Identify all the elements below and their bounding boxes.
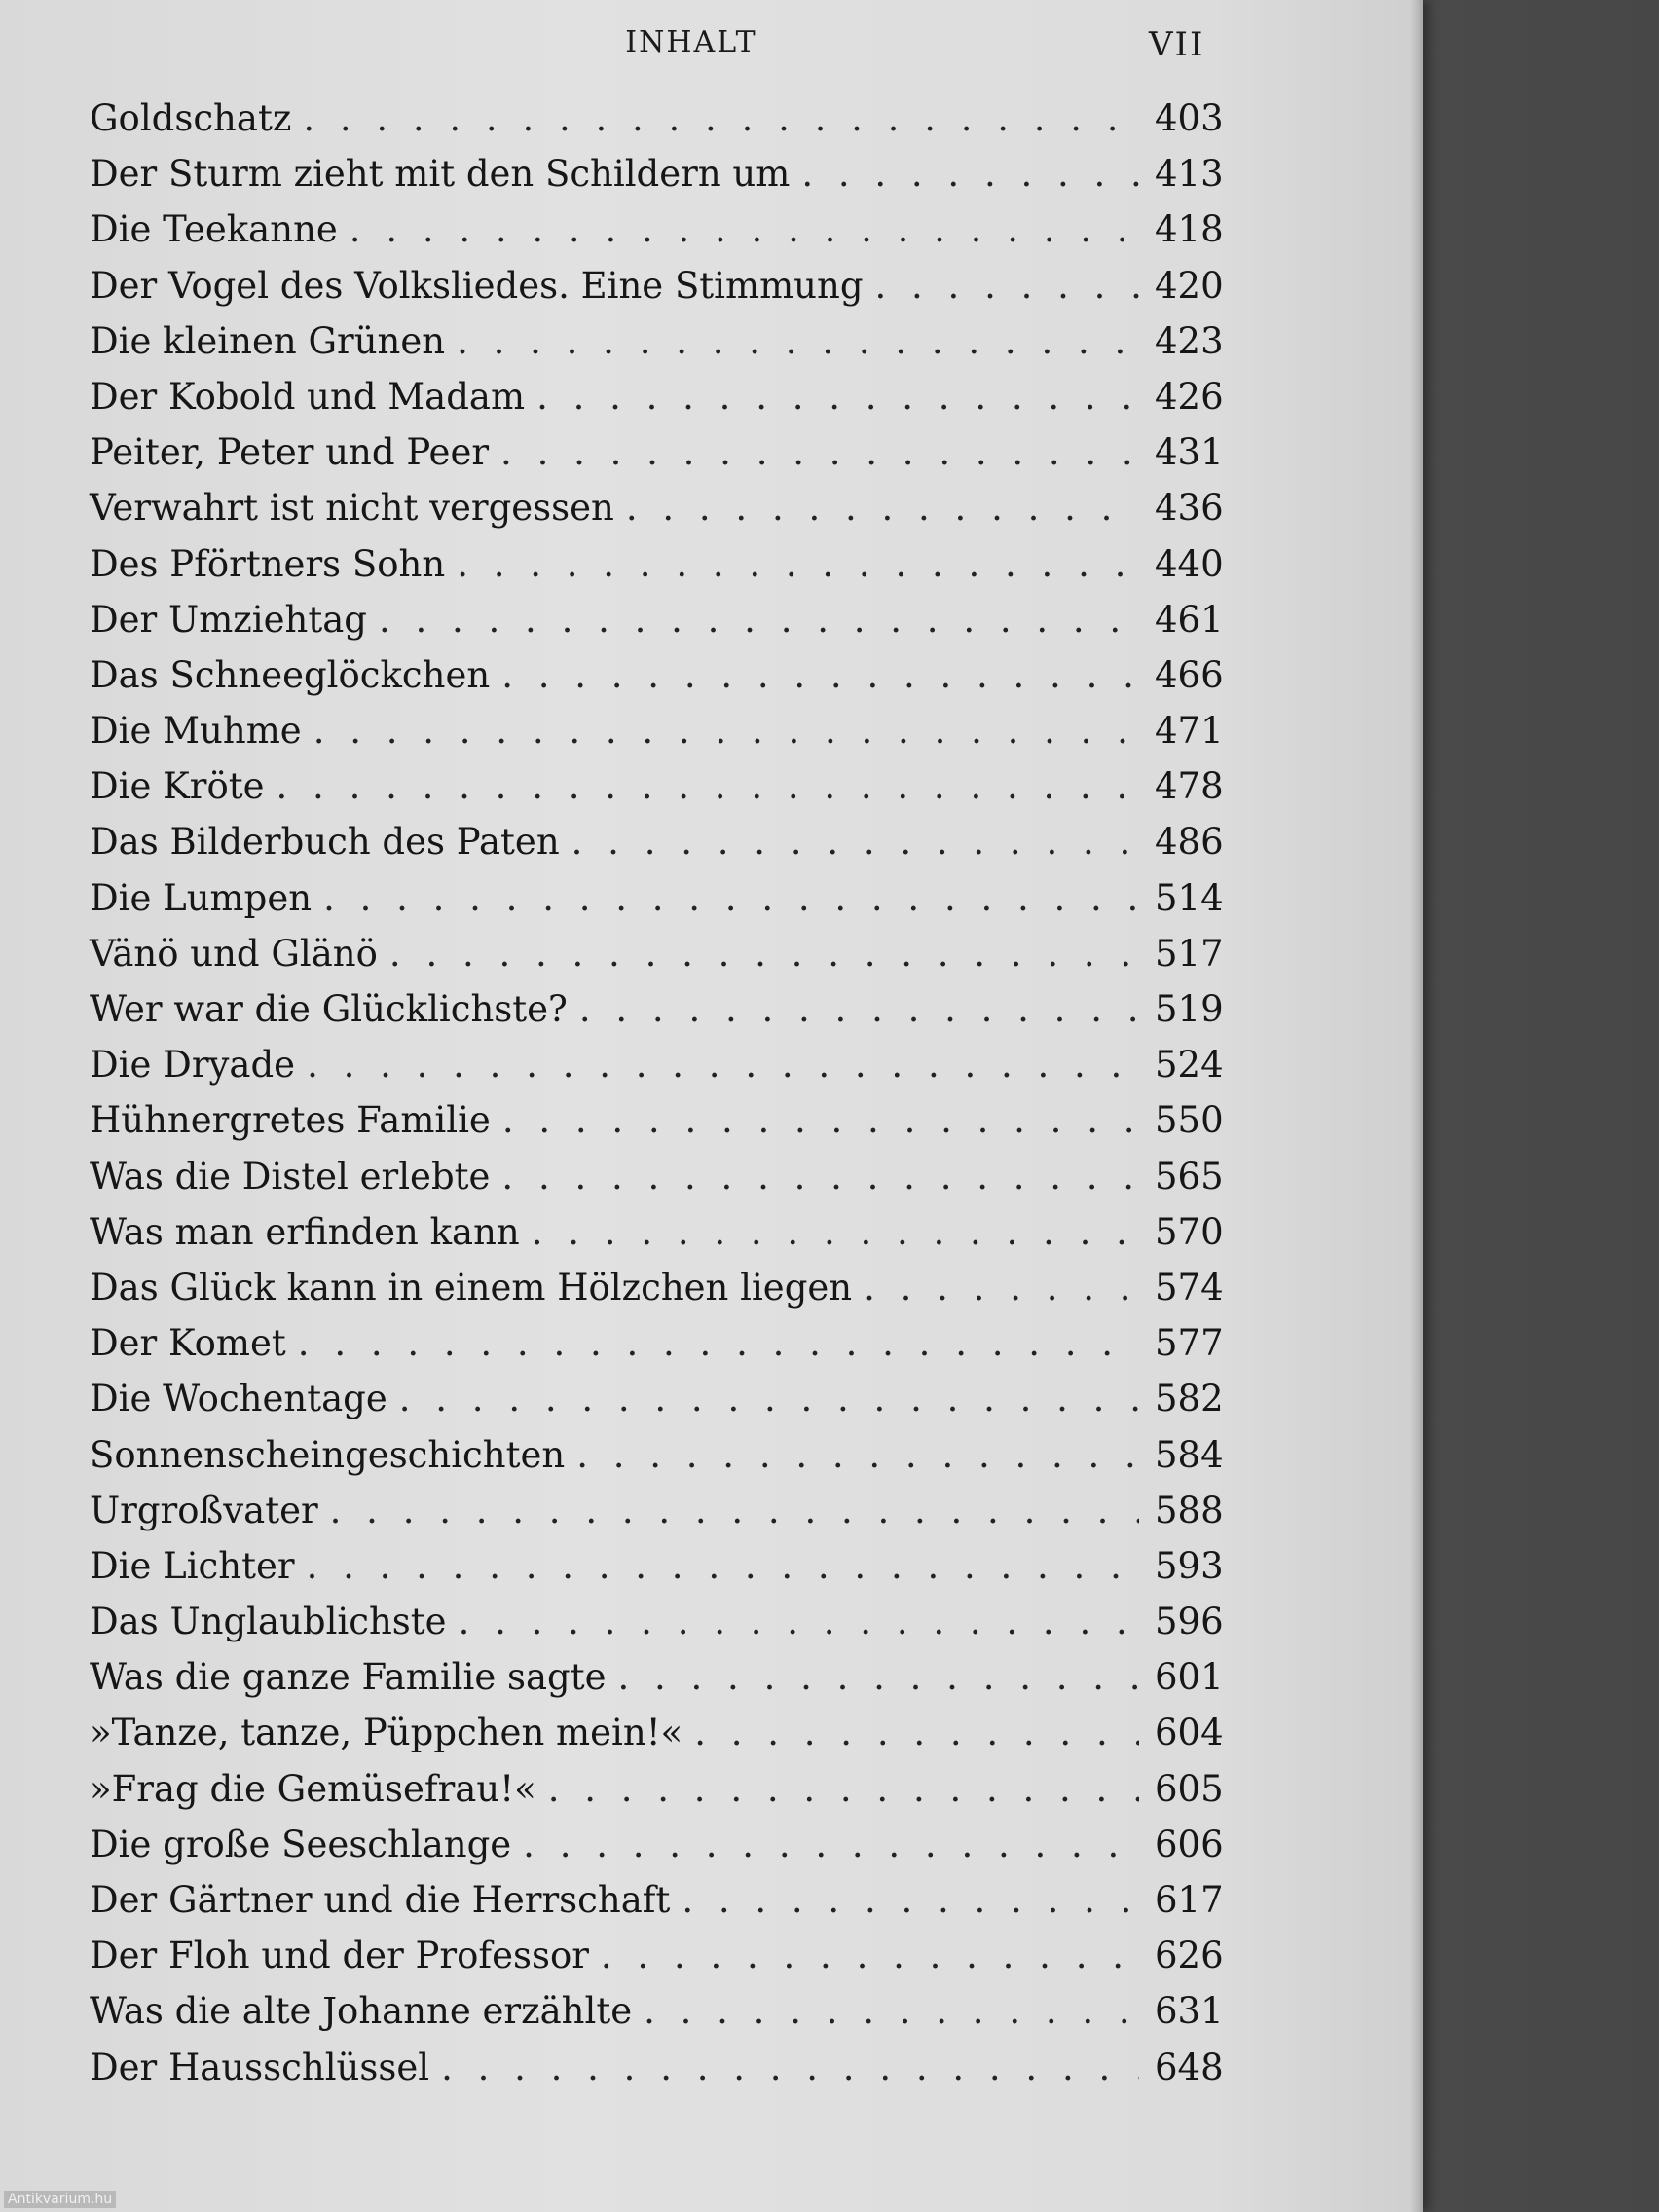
running-head-title: INHALT <box>625 25 757 59</box>
toc-entry-page: 514 <box>1155 876 1224 919</box>
toc-entry-title: Der Gärtner und die Herrschaft <box>90 1879 671 1921</box>
toc-entry-title: Verwahrt ist nicht vergessen <box>90 487 614 530</box>
toc-entry-page: 519 <box>1155 988 1224 1030</box>
toc-leader-dots <box>350 208 1139 250</box>
toc-entry <box>90 1767 1224 1824</box>
toc-entry <box>90 988 1224 1044</box>
toc-leader-dots <box>536 376 1139 418</box>
toc-entry-page: 617 <box>1155 1879 1224 1921</box>
toc-entry-title: Die Teekanne <box>90 208 338 251</box>
toc-entry-title: Urgroßvater <box>90 1489 318 1531</box>
toc-entry-title: Was man erfinden kann <box>90 1210 520 1253</box>
toc-entry-title: Der Sturm zieht mit den Schildern um <box>90 153 791 196</box>
toc-entry <box>90 821 1224 876</box>
toc-entry-page: 604 <box>1155 1712 1224 1754</box>
toc-entry <box>90 1990 1224 2046</box>
toc-leader-dots <box>457 543 1139 585</box>
toc-entry-title: »Tanze, tanze, Püppchen mein!« <box>90 1712 683 1754</box>
toc-entry-title: Wer war die Glücklichste? <box>90 988 568 1030</box>
toc-leader-dots <box>601 1935 1139 1976</box>
toc-entry <box>90 1044 1224 1099</box>
toc-leader-dots <box>579 988 1139 1030</box>
toc-entry-page: 577 <box>1155 1322 1224 1365</box>
toc-entry-title: Die Lumpen <box>90 876 313 919</box>
toc-entry <box>90 375 1224 431</box>
running-head <box>0 25 1423 64</box>
toc-entry <box>90 1712 1224 1767</box>
toc-entry-page: 606 <box>1155 1823 1224 1865</box>
toc-entry <box>90 319 1224 376</box>
toc-entry <box>90 1544 1224 1601</box>
toc-entry <box>90 876 1224 933</box>
toc-entry-title: Was die alte Johanne erzählte <box>90 1990 633 2033</box>
toc-entry-page: 582 <box>1155 1378 1224 1420</box>
toc-entry-page: 413 <box>1155 153 1224 196</box>
toc-entry-title: Das Unglaublichste <box>90 1601 447 1643</box>
toc-entry-page: 517 <box>1155 932 1224 975</box>
toc-entry <box>90 2046 1224 2102</box>
toc-leader-dots <box>682 1879 1139 1921</box>
toc-leader-dots <box>330 1490 1139 1531</box>
toc-entry <box>90 1099 1224 1155</box>
toc-leader-dots <box>694 1712 1139 1753</box>
toc-entry-title: Peiter, Peter und Peer <box>90 431 490 474</box>
toc-leader-dots <box>457 320 1139 362</box>
toc-entry-page: 570 <box>1155 1210 1224 1253</box>
toc-leader-dots <box>307 1044 1139 1086</box>
toc-entry <box>90 1266 1224 1322</box>
toc-leader-dots <box>502 1099 1139 1141</box>
toc-entry-page: 565 <box>1155 1155 1224 1198</box>
toc-entry-title: Der Vogel des Volksliedes. Eine Stimmung <box>90 264 864 307</box>
toc-entry-page: 574 <box>1155 1266 1224 1309</box>
toc-entry-title: Die Kröte <box>90 765 265 808</box>
toc-leader-dots <box>389 933 1139 975</box>
running-head-page-number: VII <box>1149 25 1205 64</box>
toc-leader-dots <box>801 153 1139 195</box>
toc-entry-title: Des Pförtners Sohn <box>90 542 446 585</box>
toc-entry-title: Die große Seeschlange <box>90 1823 512 1865</box>
table-of-contents <box>90 97 1224 2102</box>
toc-entry-page: 588 <box>1155 1489 1224 1531</box>
toc-leader-dots <box>399 1378 1139 1419</box>
toc-entry-page: 471 <box>1155 710 1224 753</box>
toc-entry <box>90 1210 1224 1267</box>
toc-entry-title: Das Schneeglöckchen <box>90 653 491 696</box>
toc-leader-dots <box>276 765 1139 807</box>
toc-leader-dots <box>576 1434 1139 1476</box>
toc-leader-dots <box>571 821 1139 863</box>
toc-entry-page: 596 <box>1155 1601 1224 1643</box>
toc-entry-page: 648 <box>1155 2046 1224 2088</box>
toc-entry-page: 601 <box>1155 1656 1224 1699</box>
toc-entry-title: Hühnergretes Familie <box>90 1099 491 1142</box>
toc-entry <box>90 208 1224 264</box>
toc-entry <box>90 765 1224 821</box>
toc-entry-page: 478 <box>1155 765 1224 808</box>
toc-entry-title: Das Glück kann in einem Hölzchen liegen <box>90 1266 853 1309</box>
toc-leader-dots <box>864 1267 1139 1309</box>
toc-leader-dots <box>500 431 1139 473</box>
toc-entry-title: Sonnenscheingeschichten <box>90 1433 566 1476</box>
toc-entry-page: 440 <box>1155 542 1224 585</box>
toc-entry-page: 423 <box>1155 319 1224 362</box>
toc-entry-page: 466 <box>1155 653 1224 696</box>
toc-leader-dots <box>379 599 1139 641</box>
toc-entry <box>90 431 1224 487</box>
toc-leader-dots <box>298 1322 1139 1364</box>
toc-leader-dots <box>303 97 1139 139</box>
toc-leader-dots <box>501 654 1139 696</box>
toc-entry-page: 593 <box>1155 1544 1224 1587</box>
toc-entry-page: 550 <box>1155 1099 1224 1142</box>
toc-leader-dots <box>875 265 1139 307</box>
toc-entry <box>90 487 1224 542</box>
toc-leader-dots <box>501 1156 1139 1198</box>
toc-entry <box>90 1489 1224 1545</box>
toc-entry <box>90 153 1224 208</box>
toc-entry-title: Goldschatz <box>90 97 292 139</box>
toc-entry-title: Der Komet <box>90 1322 286 1365</box>
toc-entry-page: 524 <box>1155 1044 1224 1087</box>
toc-entry-title: Die kleinen Grünen <box>90 319 446 362</box>
toc-entry <box>90 1823 1224 1879</box>
toc-entry-title: Der Floh und der Professor <box>90 1935 589 1977</box>
toc-entry-page: 631 <box>1155 1990 1224 2033</box>
toc-entry <box>90 1433 1224 1490</box>
toc-entry-title: Das Bilderbuch des Paten <box>90 821 560 864</box>
toc-entry-page: 626 <box>1155 1935 1224 1977</box>
toc-entry-page: 431 <box>1155 431 1224 474</box>
toc-entry-page: 436 <box>1155 487 1224 530</box>
toc-entry <box>90 653 1224 710</box>
toc-entry-title: »Frag die Gemüsefrau!« <box>90 1767 536 1810</box>
toc-leader-dots <box>523 1824 1139 1865</box>
toc-entry-title: Was die Distel erlebte <box>90 1155 491 1198</box>
toc-leader-dots <box>644 1990 1139 2032</box>
toc-entry <box>90 542 1224 599</box>
toc-leader-dots <box>617 1656 1139 1698</box>
toc-entry-title: Vänö und Glänö <box>90 932 378 975</box>
toc-leader-dots <box>548 1768 1139 1810</box>
toc-entry <box>90 1378 1224 1433</box>
toc-leader-dots <box>441 2046 1139 2088</box>
toc-entry-title: Was die ganze Familie sagte <box>90 1656 607 1699</box>
toc-entry <box>90 1935 1224 1990</box>
toc-leader-dots <box>459 1601 1139 1642</box>
toc-leader-dots <box>626 487 1139 529</box>
toc-entry-page: 584 <box>1155 1433 1224 1476</box>
toc-entry-page: 461 <box>1155 598 1224 641</box>
toc-leader-dots <box>313 710 1139 752</box>
toc-entry <box>90 264 1224 320</box>
toc-entry <box>90 932 1224 988</box>
toc-leader-dots <box>323 877 1139 919</box>
toc-entry <box>90 1155 1224 1211</box>
toc-entry-title: Der Hausschlüssel <box>90 2046 430 2088</box>
toc-entry-title: Die Dryade <box>90 1044 296 1087</box>
page-edge-shadow <box>1410 0 1423 2212</box>
watermark: Antikvarium.hu <box>4 2191 116 2208</box>
toc-leader-dots <box>532 1211 1139 1253</box>
toc-entry <box>90 1322 1224 1378</box>
toc-entry-title: Der Umziehtag <box>90 598 367 641</box>
toc-entry <box>90 1601 1224 1656</box>
toc-entry <box>90 1879 1224 1935</box>
toc-entry <box>90 1656 1224 1712</box>
toc-entry-title: Die Wochentage <box>90 1378 387 1420</box>
toc-entry <box>90 97 1224 153</box>
toc-leader-dots <box>307 1545 1139 1587</box>
toc-entry <box>90 710 1224 765</box>
toc-entry <box>90 598 1224 654</box>
toc-entry-title: Der Kobold und Madam <box>90 375 526 418</box>
toc-entry-page: 420 <box>1155 264 1224 307</box>
toc-entry-title: Die Muhme <box>90 710 302 753</box>
toc-entry-page: 486 <box>1155 821 1224 864</box>
toc-entry-page: 418 <box>1155 208 1224 251</box>
toc-entry-page: 403 <box>1155 97 1224 139</box>
toc-entry-page: 426 <box>1155 375 1224 418</box>
toc-entry-title: Die Lichter <box>90 1544 295 1587</box>
toc-entry-page: 605 <box>1155 1767 1224 1810</box>
